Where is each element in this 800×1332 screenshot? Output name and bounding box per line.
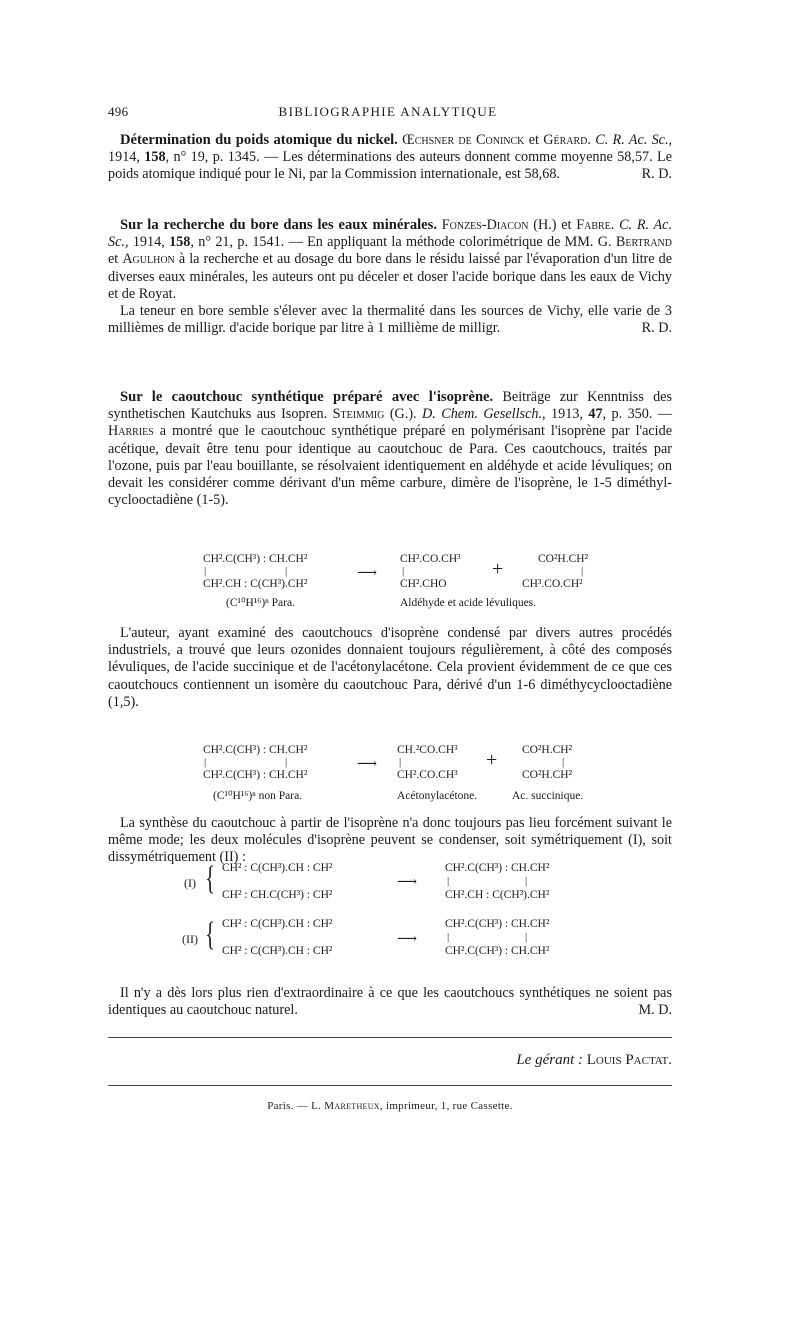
article-bore-para2: La teneur en bore semble s'élever avec la thermalité dans les sources de Vichy, elle varie de 3 millièmes de milligr. d'acide borique par litre à 1 millième de milligr. R. D. [108,303,672,337]
divider [108,1037,672,1038]
printer-line: Paris. — L. Maretheux, imprimeur, 1, rue Cassette. [267,1100,513,1112]
article-caoutchouc-cont2: La synthèse du caoutchouc à partir de l'isoprène n'a donc toujours pas lieu forcément suivant le même mode; les deux molécules d'isoprène peuvent se condenser, soit symétriquement (I), soit dissymétriquement (II) : [108,815,672,866]
reaction-arrow: ⟶ [357,757,378,772]
article-caoutchouc-cont: L'auteur, ayant examiné des caoutchoucs d'isoprène condensé par divers autres procédés industriels, a trouvé que leurs ozonides donnaient toujours régulièrement, à côté des composés lévuliques, de l'acide succinique et de l'acétonylacétone. Cela provient évidemment de ce que ces caoutchoucs contiennent un isomère du caoutchouc Para, dérivé d'un 1-6 diméthycyclooctadiène (1,5). [108,625,672,710]
article-caoutchouc [108,389,672,509]
signature-initials: M. D. [638,1002,672,1019]
divider [108,1085,672,1086]
article-bore [108,217,672,337]
signature-initials: R. D. [641,166,672,183]
author: Gérard. [543,132,591,148]
article-bore-text: Sur la recherche du bore dans les eaux minérales. Fonzes-Diacon (H.) et Fabre. C. R. Ac. Sc., 1914, 158, n° 21, p. 1541. — En appliquant la méthode colorimétrique de MM. G. Bertrand et Agulhon à la recherche et au dosage du bore dans le résidu laissé par l'évaporation d'un litre de diverses eaux minérales, les auteurs ont pu déceler et doser l'acide borique dans les eaux de Vichy et de Royat. [108,217,673,302]
article-caoutchouc-text: Sur le caoutchouc synthétique préparé avec l'isoprène. Beiträge zur Kenntniss des synthetischen Kautchuks aus Isopren. Steimmig (G.). D. Chem. Gesellsch., 1913, 47, p. 350. — Harries a montré que le caoutchouc synthétique préparé en polymérisant l'isoprène par l'acide acétique, devait être tenu pour identique au caoutchouc de Para. Ces caoutchoucs, traités par l'ozone, puis par l'eau bouillante, se résolvaient identiquement en aldéhyde et acide lévuliques; on devait les considérer comme dérivant d'un même carbure, dimère de l'isoprène, le 1-5 diméthyl-cyclooctadiène (1-5). [108,389,672,509]
author: Steimmig [332,406,385,423]
article-nickel-text: Détermination du poids atomique du nickel. Œchsner de Coninck et Gérard. C. R. Ac. Sc., 1914, 158, n° 19, p. 1345. — Les déterminations des auteurs donnent comme moyenne 58,57. Le poids atomique indiqué pour le Ni, par la Commission internationale, est 58,68. R. D. [108,132,673,183]
page-number: 496 [108,104,129,119]
article-caoutchouc-end: Il n'y a dès lors plus rien d'extraordinaire à ce que les caoutchoucs synthétiques ne soient pas identiques au caoutchouc naturel. M. D. [108,985,672,1019]
journal: C. R. Ac. Sc. [595,132,669,148]
reaction-arrow: ⟶ [357,566,378,581]
author: Œchsner de Coninck [402,132,525,148]
article-bore-title: Sur la recherche du bore dans les eaux minérales. [120,217,437,233]
reaction-arrow: ⟶ [397,875,418,890]
author: Fabre. [576,217,615,233]
article-nickel [108,132,672,184]
volume: 47 [588,406,603,423]
running-title: BIBLIOGRAPHIE ANALYTIQUE [278,104,498,119]
journal: C. R. Ac. Sc. [108,217,673,251]
page: 496 BIBLIOGRAPHIE ANALYTIQUE Détermination du poids atomique du nickel. Œchsner de Coninck et Gérard. C. R. Ac. Sc., 1914, 158, n° 19, p. 1345. — Les déterminations des auteurs donnent comme moyenne 58,57. Le poids atomique indiqué pour le Ni, par la Commission internationale, est 58,68. R. D. Sur la recherche du bore dans les eaux minérales. Fonzes-Diacon (H.) et Fabre. C. R. Ac. Sc., 1914, 158, n° 21, p. 1541. — En appliquant la méthode colorimétrique de MM. G. Bertrand et Agulhon à la recherche et au dosage du bore dans le résidu laissé par l'évaporation d'un litre de diverses eaux minérales, les auteurs ont pu déceler et doser l'acide borique dans les eaux de Vichy et de Royat. La teneur en bore semble s'élever avec la thermalité dans les sources de Vichy, elle varie de 3 millièmes de milligr. d'acide borique par litre à 1 millième de milligr. R. D. Sur le caoutchouc synthétique préparé avec l'isoprène. Beiträge zur Kenntniss des synthetischen Kautchuks aus Isopren. Steimmig (G.). D. Chem. Gesellsch., 1913, 47, p. 350. — Harries a montré que le caoutchouc synthétique préparé en polymérisant l'isoprène par l'acide acétique, devait être tenu pour identique au caoutchouc de Para. Ces caoutchoucs, traités par l'ozone, puis par l'eau bouillante, se résolvaient identiquement en aldéhyde et acide lévuliques; on devait les considérer comme dérivant d'un même carbure, dimère de l'isoprène, le 1-5 diméthyl-cyclooctadiène (1-5). CH².C(CH³) : CH.CH² | | CH².CH : C(CH³).CH² (C¹⁰H¹⁶)ⁿ Para. ⟶ CH².CO.CH³ | CH².CHO + CO²H.CH² | CH³.CO.CH² Aldéhyde et acide lévuliques. L'auteur, ayant examiné des caoutchoucs d'isoprène condensé par divers autres procédés industriels, a trouvé que leurs ozonides donnaient toujours régulièrement, à côté des composés lévuliques, de l'acide succinique et de l'acétonylacétone. Cela provient évidemment de ce que ces caoutchoucs contiennent un isomère du caoutchouc Para, dérivé d'un 1-6 diméthycyclooctadiène (1,5). CH².C(CH³) : CH.CH² | | CH².C(CH³) : CH.CH² (C¹⁰H¹⁶)ⁿ non Para. ⟶ CH.²CO.CH³ | CH².CO.CH³ Acétonylacétone. + CO²H.CH² | CO²H.CH² Ac. succinique. La synthèse du caoutchouc à partir de l'isoprène n'a donc toujours pas lieu forcément suivant le même mode; les deux molécules d'isoprène peuvent se condenser, soit symétriquement (I), soit dissymétriquement (II) : (I) { CH² : C(CH³).CH : CH² CH² : CH.C(CH³) : CH² ⟶ CH².C(CH³) : CH.CH² | | CH².CH : C(CH³).CH² (II) { CH² : C(CH³).CH : CH² CH² : C(CH³).CH : CH² ⟶ CH².C(CH³) : CH.CH² | | CH².C(CH³) : CH.CH² Il n'y a dès lors plus rien d'extraordinaire à ce que les caoutchoucs synthétiques ne soient pas identiques au caoutchouc naturel. M. D. Le gérant : Louis Pactat. Paris. — L. Maretheux, imprimeur, 1, rue Cassette. [108,104,673,1112]
volume: 158 [144,149,166,166]
signature-initials: R. D. [641,320,672,337]
gerant-signature: Le gérant : Louis Pactat. [516,1052,672,1068]
reaction-arrow: ⟶ [397,932,418,947]
article-nickel-title: Détermination du poids atomique du nickel. [120,132,398,148]
author: Fonzes-Diacon [441,217,529,233]
journal: D. Chem. Gesellsch. [422,406,543,423]
volume: 158 [169,234,191,251]
article-caoutchouc-title: Sur le caoutchouc synthétique préparé avec l'isoprène. [120,389,494,405]
